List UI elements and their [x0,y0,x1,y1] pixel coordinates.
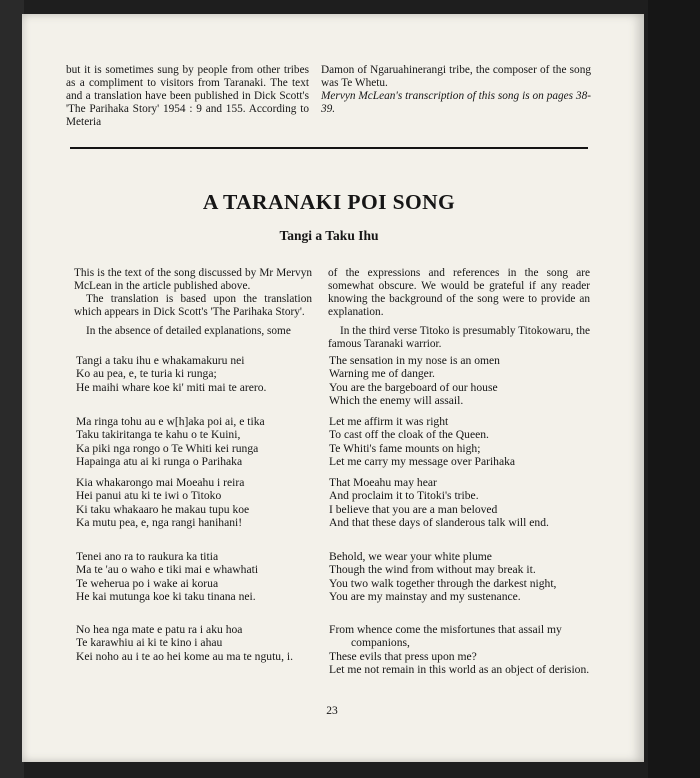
verse-line: Warning me of danger. [329,367,435,381]
verse-line: You are my mainstay and my sustenance. [329,589,521,603]
verse-line: Te weherua po i wake ai korua [76,576,219,590]
verse-line: Tangi a taku ihu e whakamakuru nei [76,354,245,367]
section-divider [70,147,588,149]
verse-5-english [329,623,595,676]
top-paragraph-right: Damon of Ngaruahinerangi tribe, the composer of the song was Te Whetu. [321,64,591,89]
scan-edge-right [648,0,700,778]
verse-1-english [329,354,595,407]
article-subtitle: Tangi a Taku Ihu [279,228,379,243]
top-paragraph-left: but it is sometimes sung by people from other tribes as a compliment to visitors from Taranaki. The text and a translation have been published in Dick Scott's 'The Parihaka Story' 1954 : 9 and 155. According to Meteria [66,64,309,128]
top-text-right [321,64,591,116]
verse-line: Tenei ano ra to raukura ka titia [76,550,219,563]
verse-line: Ka piki nga rongo o Te Whiti kei runga [76,441,259,455]
verse-line: Ka mutu pea, e, nga rangi hanihani! [76,515,243,529]
verse-line: Though the wind from without may break it. [329,563,536,577]
verse-line: Ki taku whakaaro he makau tupu koe [76,502,250,516]
verse-line: Hapainga atu ai ki runga o Parihaka [76,454,243,468]
intro-paragraph: This is the text of the song discussed by Mr Mervyn McLean in the article published above. [74,267,312,292]
verse-1-maori [76,354,324,394]
verse-3-english [329,476,595,529]
top-text-left [66,64,309,129]
intro-paragraph: of the expressions and references in the song are somewhat obscure. We would be grateful if any reader knowing the background of the song were to provide an explanation. [328,267,590,318]
verse-line: Hei panui atu ki te iwi o Titoko [76,489,222,503]
verse-4-maori [76,550,324,603]
verse-line: Let me affirm it was right [329,415,449,428]
verse-line: Behold, we wear your white plume [329,550,492,563]
verse-line: That Moeahu may hear [329,476,437,489]
verse-line: He kai mutunga koe ki taku tinana nei. [76,589,256,603]
verse-line: He maihi whare koe ki' miti mai te arero. [76,380,267,394]
verse-line: You are the bargeboard of our house [329,380,498,394]
verse-line: Which the enemy will assail. [329,393,464,407]
scan-edge-left [0,0,24,778]
verse-line: Let me not remain in this world as an object of derision. [329,662,590,676]
verse-line: Te Whiti's fame mounts on high; [329,441,481,455]
verse-line: Kia whakarongo mai Moeahu i reira [76,476,245,489]
verse-line: And proclaim it to Titoki's tribe. [329,489,479,503]
verse-5-maori [76,623,324,663]
verse-2-maori [76,415,324,468]
verse-line: You two walk together through the darkest night, [329,576,557,590]
article-title: A TARANAKI POI SONG [202,190,456,214]
transcription-note: Mervyn McLean's transcription of this song is on pages 38-39. [321,90,591,115]
verse-line: Ma te 'au o waho e tiki mai e whawhati [76,563,259,577]
intro-right-column [328,267,590,351]
intro-left-column [74,267,312,338]
verse-line: I believe that you are a man beloved [329,502,498,516]
verse-line: To cast off the cloak of the Queen. [329,428,489,442]
verse-4-english [329,550,595,603]
intro-paragraph: In the third verse Titoko is presumably Titokowaru, the famous Taranaki warrior. [328,325,590,350]
verse-line: Ko au pea, e, te turia ki runga; [76,367,217,381]
verse-line: From whence come the misfortunes that assail my companions, [329,623,562,650]
verse-line: Ma ringa tohu au e w[h]aka poi ai, e tika [76,415,265,428]
verse-line: Kei noho au i te ao hei kome au ma te ngutu, i. [76,649,294,663]
intro-paragraph: The translation is based upon the translation which appears in Dick Scott's 'The Parihaka Story'. [74,293,312,318]
document-page [22,14,644,762]
verse-line: Taku takiritanga te kahu o te Kuini, [76,428,241,442]
verse-line: And that these days of slanderous talk will end. [329,515,549,529]
verse-line: The sensation in my nose is an omen [329,354,500,367]
verse-2-english [329,415,595,468]
verse-line: Let me carry my message over Parihaka [329,454,516,468]
verse-line: Te karawhiu ai ki te kino i ahau [76,636,223,650]
verse-line: These evils that press upon me? [329,649,477,663]
page-number: 23 [326,705,338,717]
intro-paragraph: In the absence of detailed explanations, some [86,325,291,337]
verse-line: No hea nga mate e patu ra i aku hoa [76,623,243,636]
verse-3-maori [76,476,324,529]
